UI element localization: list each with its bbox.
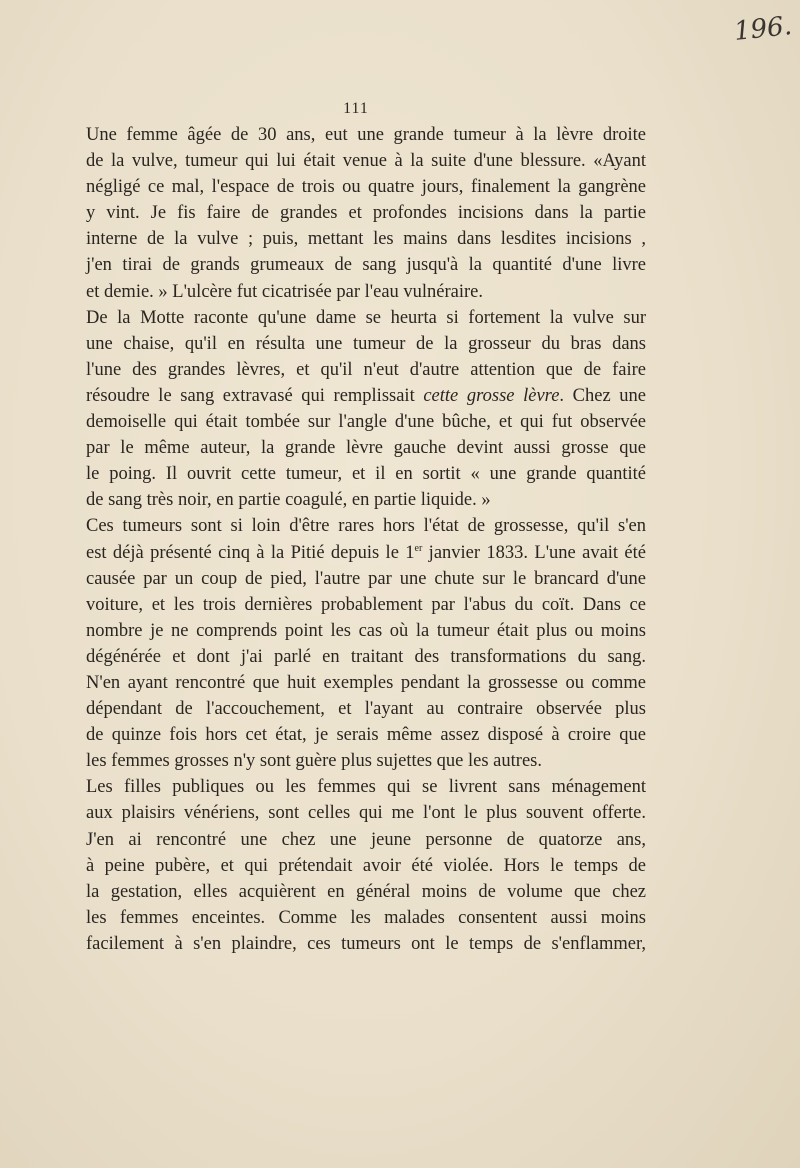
text-line: nombre je ne comprends point les cas où la tumeur était plus ou moins [86, 620, 646, 641]
text-line: causée par un coup de pied, l'autre par une chute sur le brancard d'une [86, 568, 646, 589]
text-segment: . Chez une [559, 385, 646, 406]
text-line: N'en ayant rencontré que huit exemples pendant la grossesse ou comme [86, 672, 646, 693]
text-line: de sang très noir, en partie coagulé, en partie liquide. » [86, 490, 491, 511]
text-line: les femmes enceintes. Comme les malades consentent aussi moins [86, 907, 646, 928]
text-line: de la vulve, tumeur qui lui était venue à la suite d'une blessure. «Ayant [86, 151, 646, 172]
text-line: j'en tirai de grands grumeaux de sang jusqu'à la quantité d'une livre [86, 255, 646, 276]
page-number: 111 [343, 100, 369, 117]
paragraph-1 [86, 122, 646, 305]
text-segment: résoudre le sang extravasé qui remplissait [86, 385, 415, 406]
folio-handwritten: 196. [732, 11, 794, 47]
text-line-mixed [86, 540, 646, 566]
text-line: Une femme âgée de 30 ans, eut une grande tumeur à la lèvre droite [86, 125, 646, 145]
text-line: voiture, et les trois dernières probablement par l'abus du coït. Dans ce [86, 594, 646, 615]
text-line: la gestation, elles acquièrent en général moins de volume que chez [86, 881, 646, 902]
text-line: les femmes grosses n'y sont guère plus sujettes que les autres. [86, 751, 542, 772]
text-line: dépendant de l'accouchement, et l'ayant au contraire observée plus [86, 699, 646, 720]
text-line: facilement à s'en plaindre, ces tumeurs ont le temps de s'enflammer, [86, 933, 646, 954]
text-line: de quinze fois hors cet état, je serais même assez disposé à croire que [86, 725, 646, 746]
text-line: une chaise, qu'il en résulta une tumeur de la grosseur du bras dans [86, 333, 646, 354]
text-line: interne de la vulve ; puis, mettant les mains dans lesdites incisions , [86, 229, 646, 250]
body-text [86, 122, 646, 957]
italic-phrase: cette grosse lèvre [423, 385, 560, 406]
text-line: l'une des grandes lèvres, et qu'il n'eut d'autre attention que de faire [86, 359, 646, 380]
paragraph-4 [86, 774, 646, 957]
paragraph-2 [86, 305, 646, 514]
text-segment: janvier 1833. L'une avait été [422, 542, 646, 563]
text-line: demoiselle qui était tombée sur l'angle d'une bûche, et qui fut observée [86, 412, 646, 433]
text-segment: est déjà présenté cinq à la Pitié depuis le 1 [86, 542, 415, 563]
text-line: De la Motte raconte qu'une dame se heurta si fortement la vulve sur [86, 307, 646, 328]
text-line: dégénérée et dont j'ai parlé en traitant des transformations du sang. [86, 646, 646, 667]
text-line: négligé ce mal, l'espace de trois ou quatre jours, finalement la gangrène [86, 177, 646, 198]
text-line: à peine pubère, et qui prétendait avoir été violée. Hors le temps de [86, 855, 646, 876]
text-line: y vint. Je fis faire de grandes et profondes incisions dans la partie [86, 203, 646, 224]
paragraph-3 [86, 513, 646, 774]
text-line: Les filles publiques ou les femmes qui se livrent sans ménagement [86, 777, 646, 798]
text-line: J'en ai rencontré une chez une jeune personne de quatorze ans, [86, 829, 646, 850]
superscript: er [414, 542, 423, 554]
text-line: Ces tumeurs sont si loin d'être rares hors l'état de grossesse, qu'il s'en [86, 516, 646, 537]
text-line: par le même auteur, la grande lèvre gauche devint aussi grosse que [86, 438, 646, 459]
text-line: aux plaisirs vénériens, sont celles qui me l'ont le plus souvent offerte. [86, 803, 646, 824]
text-line: et demie. » L'ulcère fut cicatrisée par l'eau vulnéraire. [86, 281, 484, 302]
text-line-mixed [86, 383, 646, 409]
text-line: le poing. Il ouvrit cette tumeur, et il en sortit « une grande quantité [86, 464, 646, 485]
